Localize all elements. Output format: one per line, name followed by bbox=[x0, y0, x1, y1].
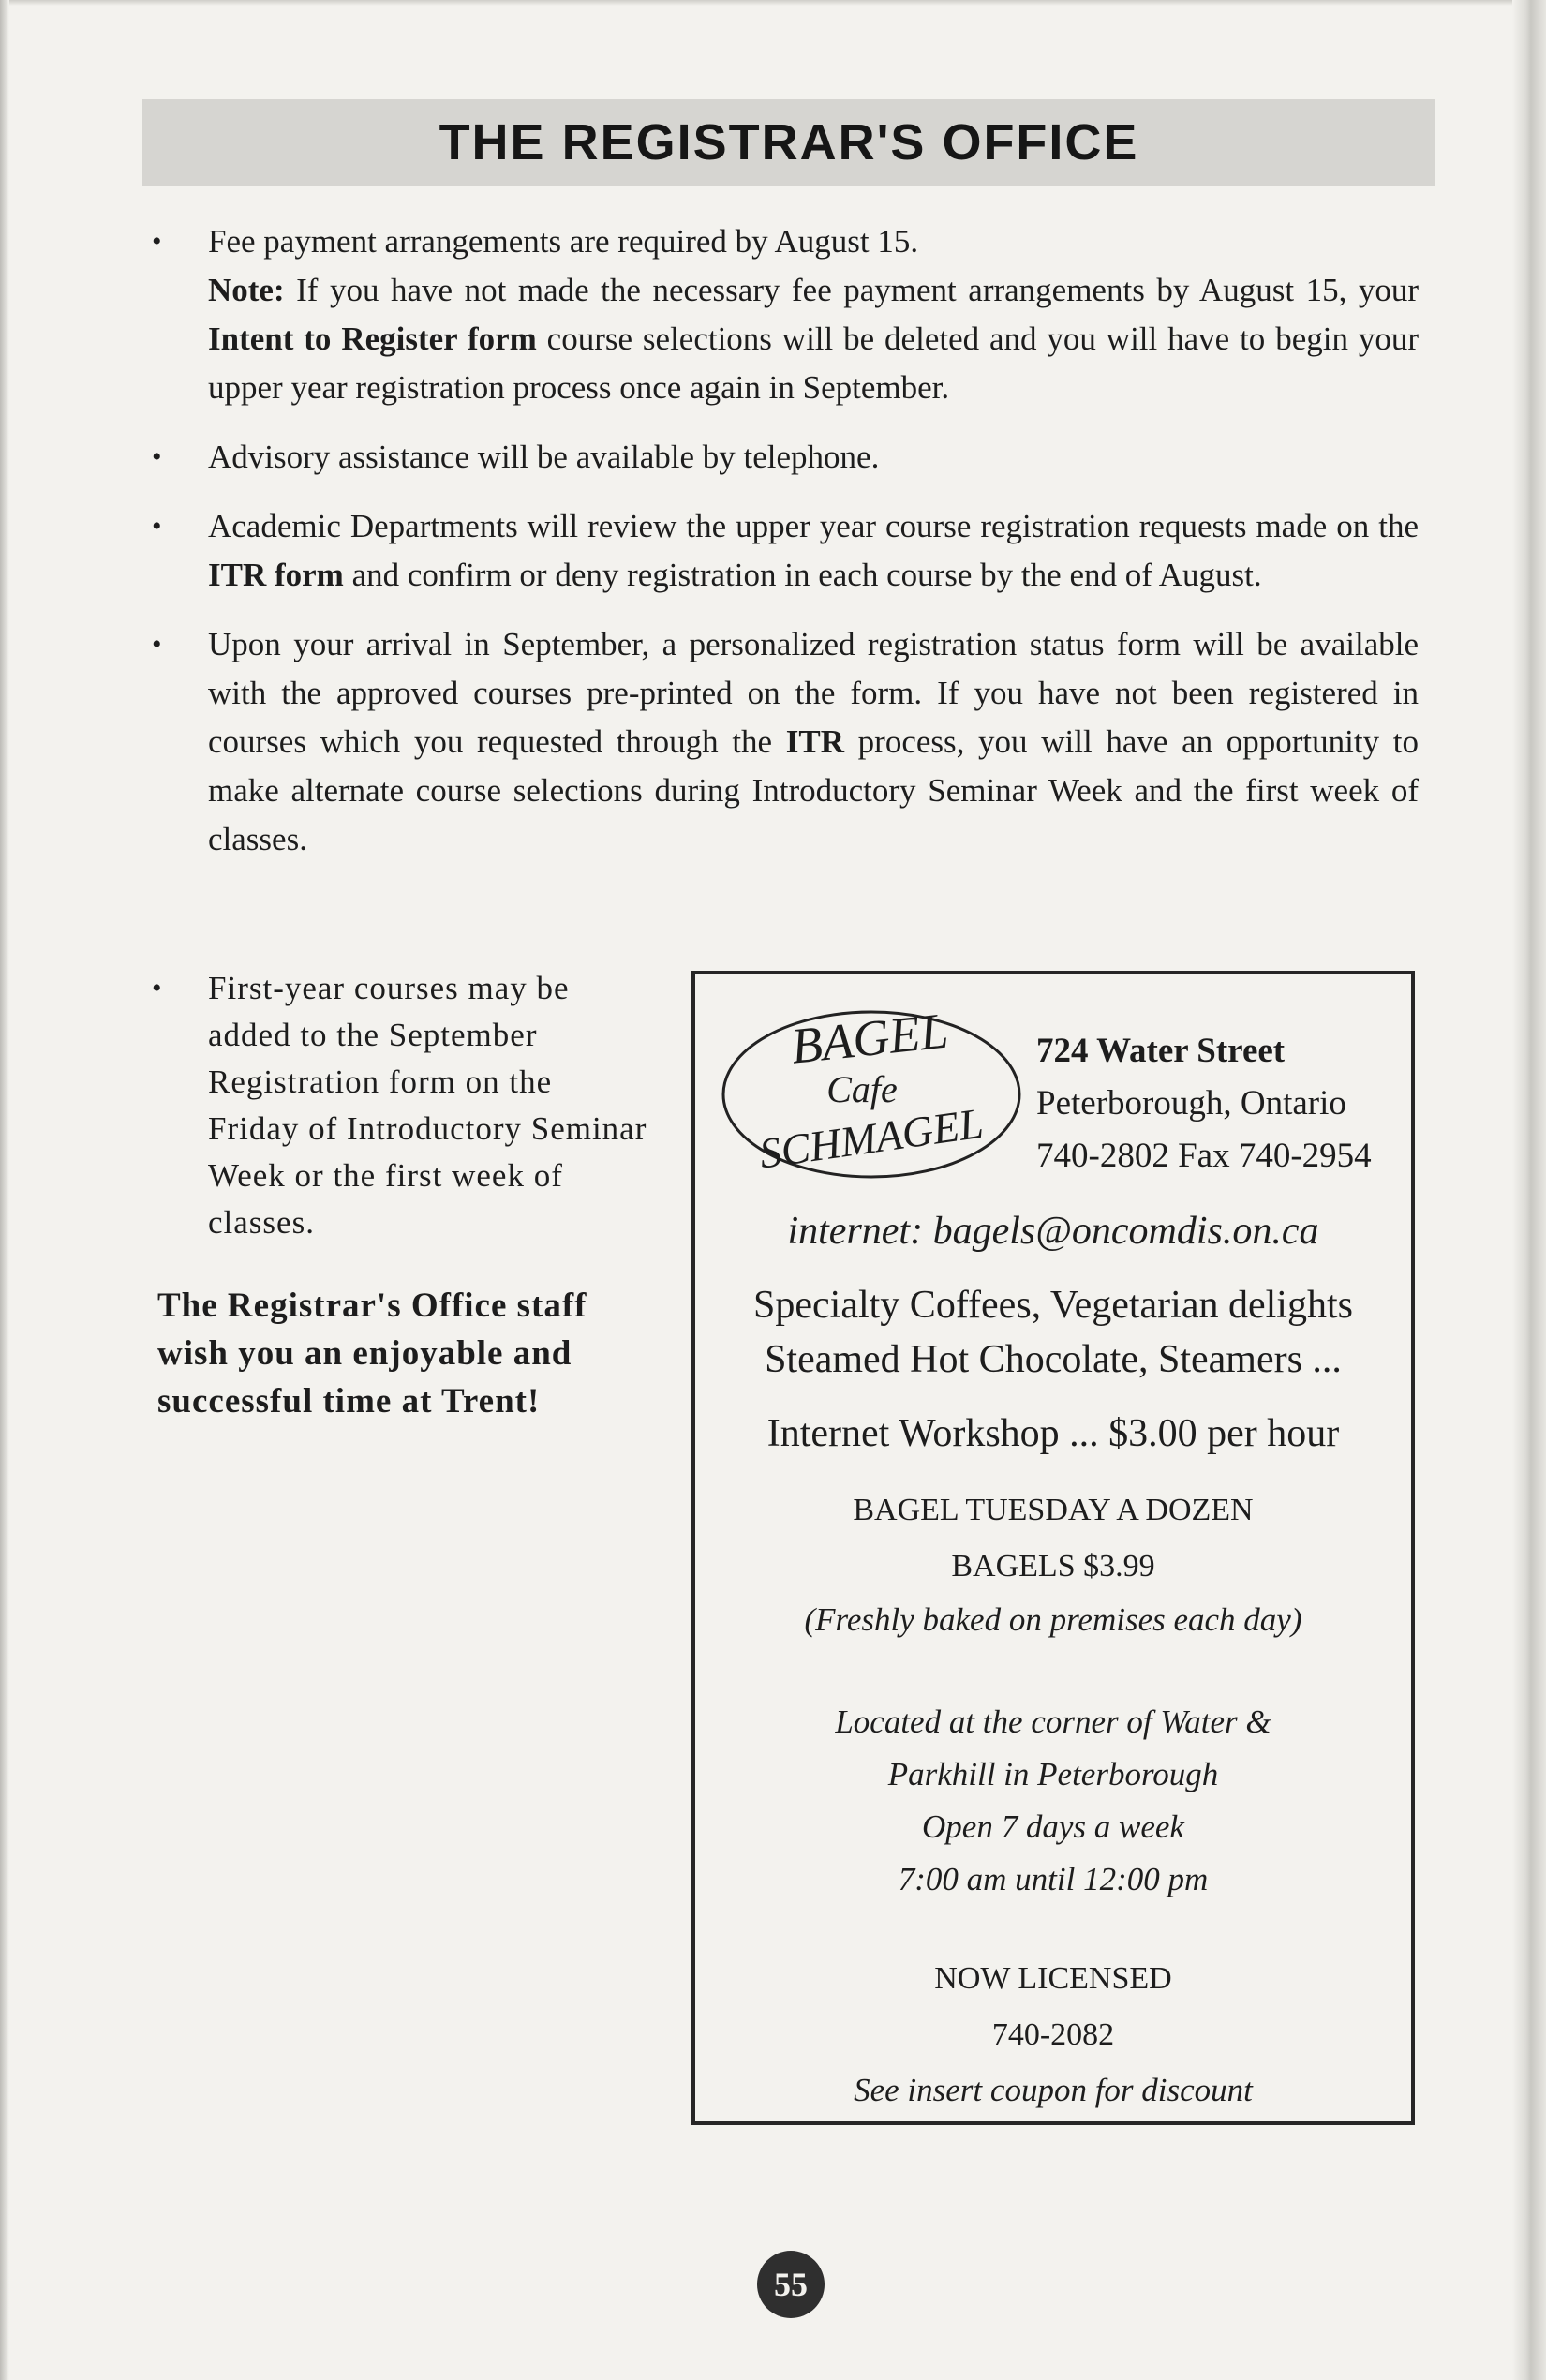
page-number: 55 bbox=[757, 2251, 825, 2318]
logo-line-cafe: Cafe bbox=[826, 1068, 898, 1110]
bagel-offer-line-1: BAGEL TUESDAY A DOZEN bbox=[853, 1493, 1254, 1527]
internet-workshop-price: Internet Workshop ... $3.00 per hour bbox=[766, 1412, 1340, 1455]
open-hours: 7:00 am until 12:00 pm bbox=[898, 1861, 1209, 1897]
bullet-text-end: and confirm or deny registration in each course by the end of August. bbox=[343, 557, 1262, 593]
bullet-departments bbox=[111, 502, 1419, 600]
note-bold: Intent to Register form bbox=[208, 320, 537, 357]
licensed-info bbox=[695, 1951, 1411, 2118]
licensed-phone: 740-2082 bbox=[991, 2017, 1115, 2052]
page-edge-left bbox=[0, 0, 9, 2380]
bagel-tuesday-offer bbox=[695, 1482, 1411, 1595]
note-label: Note: bbox=[208, 272, 285, 308]
page-edge-top bbox=[0, 0, 1546, 6]
bullet-list bbox=[111, 217, 1419, 885]
bullet-bold: ITR bbox=[785, 723, 844, 760]
address-street: 724 Water Street bbox=[1036, 1032, 1286, 1070]
bagel-cafe-advertisement bbox=[691, 971, 1415, 2125]
bullet-dot-icon: • bbox=[152, 973, 163, 1004]
logo-line-bagel: BAGEL bbox=[788, 1002, 951, 1075]
logo-line-schmagel: SCHMAGEL bbox=[756, 1098, 987, 1178]
coupon-note: See insert coupon for discount bbox=[854, 2072, 1253, 2108]
bagel-offer-line-2: BAGELS $3.99 bbox=[951, 1549, 1155, 1584]
bullet-text: Advisory assistance will be available by telephone. bbox=[208, 439, 880, 475]
cafe-location-hours bbox=[695, 1696, 1411, 1906]
freshly-baked-note: (Freshly baked on premises each day) bbox=[804, 1601, 1302, 1638]
specialty-line-2: Steamed Hot Chocolate, Steamers ... bbox=[765, 1338, 1342, 1381]
location-line-1: Located at the corner of Water & bbox=[835, 1703, 1271, 1740]
bullet-text: Fee payment arrangements are required by August 15. bbox=[208, 223, 919, 260]
open-days: Open 7 days a week bbox=[922, 1808, 1184, 1845]
note-text: If you have not made the necessary fee payment arrangements by August 15, your bbox=[284, 272, 1419, 308]
bullet-text: First-year courses may be added to the September Registration form on the Friday of Introductory Seminar Week or the first week of classes. bbox=[208, 970, 647, 1241]
bagel-cafe-logo bbox=[712, 993, 1040, 1190]
left-column bbox=[111, 965, 652, 1425]
bullet-arrival bbox=[111, 620, 1419, 864]
closing-message: The Registrar's Office staff wish you an enjoyable and successful time at Trent! bbox=[157, 1287, 587, 1421]
address-phone: 740-2802 Fax 740-2954 bbox=[1036, 1137, 1372, 1175]
bullet-dot-icon: • bbox=[152, 441, 162, 472]
bullet-dot-icon: • bbox=[152, 226, 162, 257]
cafe-address bbox=[1036, 1025, 1411, 1183]
cafe-email: internet: bagels@oncomdis.on.ca bbox=[787, 1210, 1319, 1253]
bullet-dot-icon: • bbox=[152, 629, 162, 660]
address-city: Peterborough, Ontario bbox=[1036, 1084, 1346, 1123]
page-edge-right bbox=[1512, 0, 1546, 2380]
bullet-fee-payment bbox=[111, 217, 1419, 412]
bullet-dot-icon: • bbox=[152, 511, 162, 542]
location-line-2: Parkhill in Peterborough bbox=[887, 1756, 1219, 1792]
bullet-bold: ITR form bbox=[208, 557, 344, 593]
licensed-label: NOW LICENSED bbox=[934, 1961, 1172, 1996]
note-text-end: course selections will be deleted and you will have to begin your upper year registration process once again in September. bbox=[208, 320, 1419, 406]
bullet-first-year bbox=[111, 965, 652, 1246]
title-band bbox=[142, 99, 1435, 186]
bullet-text: Upon your arrival in September, a personalized registration status form will be available with the approved courses pre-printed on the form. If you have not been registered in courses which you requested through the bbox=[208, 626, 1419, 760]
page-title: THE REGISTRAR'S OFFICE bbox=[439, 114, 1139, 171]
bullet-advisory bbox=[111, 433, 1419, 482]
specialty-line-1: Specialty Coffees, Vegetarian delights bbox=[753, 1284, 1353, 1327]
specialty-list bbox=[695, 1278, 1411, 1387]
bullet-text-end: process, you will have an opportunity to make alternate course selections during Introductory Seminar Week and the first week of classes. bbox=[208, 723, 1419, 857]
bullet-text: Academic Departments will review the upper year course registration requests made on the bbox=[208, 508, 1419, 544]
